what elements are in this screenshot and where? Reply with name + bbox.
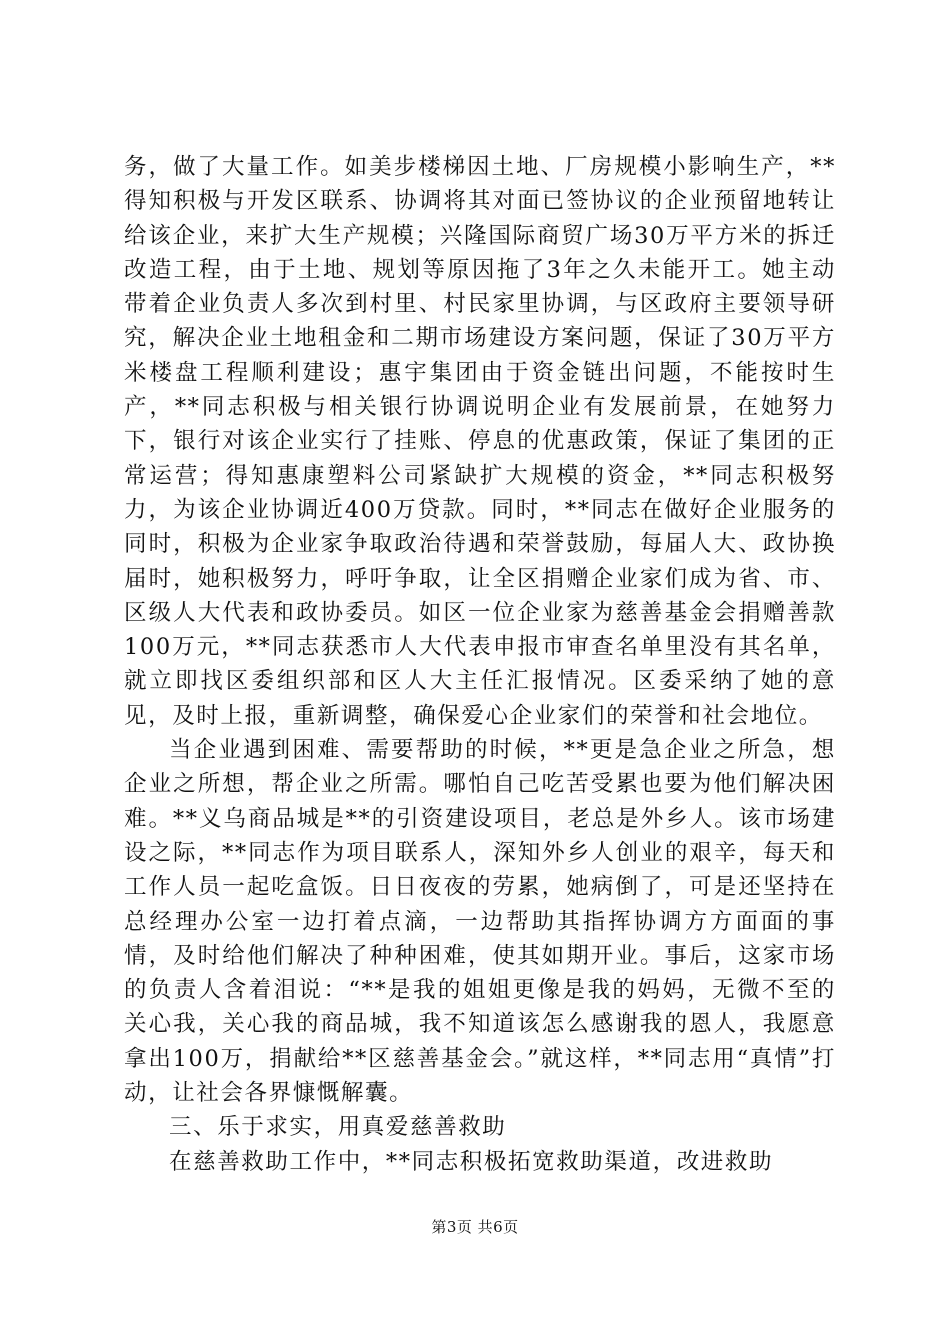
page-number-footer: 第3页 共6页 xyxy=(431,1218,519,1236)
document-body xyxy=(124,150,836,1179)
paragraph-enterprise-help: 当企业遇到困难、需要帮助的时候，**更是急企业之所急，想企业之所想，帮企业之所需。哪怕自己吃苦受累也要为他们解决困难。**义乌商品城是**的引资建设项目，老总是外乡人。该市场建设之际，**同志作为项目联系人，深知外乡人创业的艰辛，每天和工作人员一起吃盒饭。日日夜夜的劳累，她病倒了，可是还坚持在总经理办公室一边打着点滴，一边帮助其指挥协调方方面面的事情，及时给他们解决了种种困难，使其如期开业。事后，这家市场的负责人含着泪说：“**是我的姐姐更像是我的妈妈，无微不至的关心我，关心我的商品城，我不知道该怎么感谢我的恩人，我愿意拿出100万，捐献给**区慈善基金会。”就这样，**同志用“真情”打动，让社会各界慷慨解囊。 xyxy=(124,737,836,1107)
paragraph-continued: 务，做了大量工作。如美步楼梯因土地、厂房规模小影响生产，**得知积极与开发区联系、协调将其对面已签协议的企业预留地转让给该企业，来扩大生产规模；兴隆国际商贸广场30万平方米的拆迁改造工程，由于土地、规划等原因拖了3年之久未能开工。她主动带着企业负责人多次到村里、村民家里协调，与区政府主要领导研究，解决企业土地租金和二期市场建设方案问题，保证了30万平方米楼盘工程顺利建设；惠宇集团由于资金链出问题，不能按时生产，**同志积极与相关银行协调说明企业有发展前景，在她努力下，银行对该企业实行了挂账、停息的优惠政策，保证了集团的正常运营；得知惠康塑料公司紧缺扩大规模的资金，**同志积极努力，为该企业协调近400万贷款。同时，**同志在做好企业服务的同时，积极为企业家争取政治待遇和荣誉鼓励，每届人大、政协换届时，她积极努力，呼吁争取，让全区捐赠企业家们成为省、市、区级人大代表和政协委员。如区一位企业家为慈善基金会捐赠善款100万元，**同志获悉市人大代表申报市审查名单里没有其名单，就立即找区委组织部和区人大主任汇报情况。区委采纳了她的意见，及时上报，重新调整，确保爱心企业家们的荣誉和社会地位。 xyxy=(124,154,836,729)
section-heading: 三、乐于求实，用真爱慈善救助 xyxy=(169,1114,507,1141)
paragraph-charity-relief: 在慈善救助工作中，**同志积极拓宽救助渠道，改进救助 xyxy=(169,1148,774,1175)
